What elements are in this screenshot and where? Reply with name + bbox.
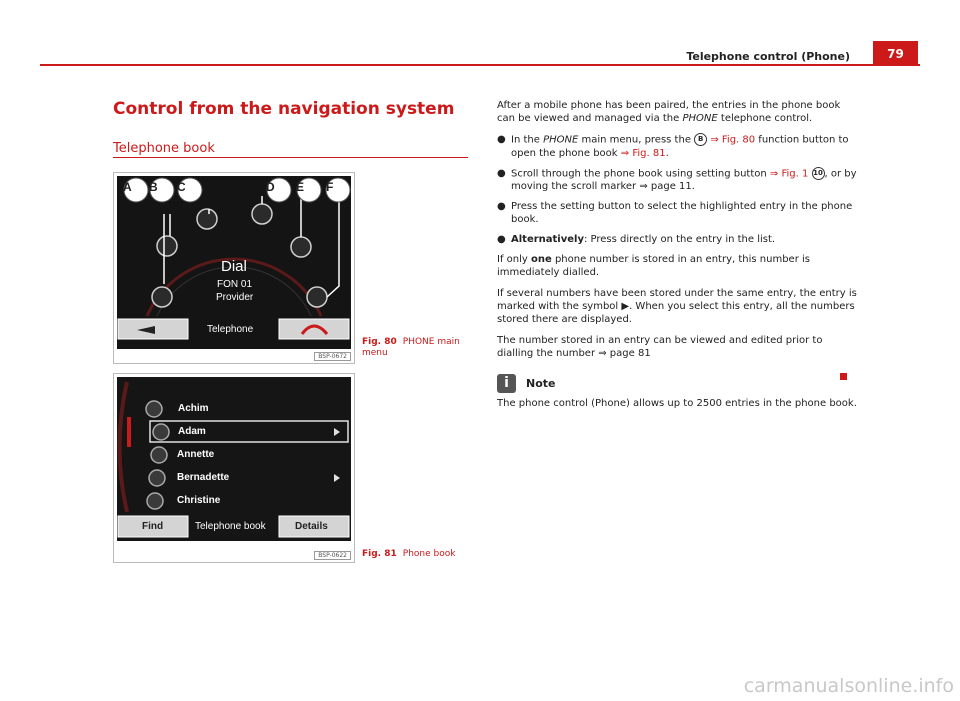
subsection-rule xyxy=(113,157,468,158)
figure81-caption xyxy=(362,549,472,560)
bullet-item xyxy=(497,133,857,160)
list-item[interactable]: Adam xyxy=(178,426,206,437)
text-run: . xyxy=(665,147,669,159)
display-line2: Provider xyxy=(216,292,254,303)
text-run: main menu, press the xyxy=(578,134,695,146)
note-icon: i xyxy=(497,374,516,393)
text-run: phone number is stored in an entry, this number is immediately dialled. xyxy=(497,254,810,278)
intro-paragraph xyxy=(497,99,857,125)
function-button-f[interactable] xyxy=(307,287,327,307)
figure-link[interactable]: ⇒ Fig. 1 xyxy=(769,168,809,179)
header-rule xyxy=(40,64,920,66)
running-header: Telephone control (Phone) xyxy=(686,50,850,63)
bullet-item xyxy=(497,167,857,194)
text-run: PHONE xyxy=(543,134,579,146)
list-item[interactable]: Bernadette xyxy=(177,472,230,483)
callout-e-label: E xyxy=(296,180,305,194)
bullet-dot: ● xyxy=(497,134,506,145)
subsection-title: Telephone book xyxy=(113,141,215,156)
text-run: Alternatively xyxy=(511,234,584,245)
button-b-symbol: B xyxy=(694,133,707,146)
note-heading xyxy=(497,374,857,393)
caption-text: PHONE main menu xyxy=(362,337,460,358)
function-button-d[interactable] xyxy=(252,204,272,224)
arrow-symbol: ▶ xyxy=(621,301,630,312)
figure-link[interactable]: ⇒ Fig. 81 xyxy=(620,147,666,159)
find-button-label[interactable]: Find xyxy=(142,521,164,532)
text-run: Press the setting button to select the highlighted entry in the phone book. xyxy=(511,201,853,225)
telephone-book-label: Telephone book xyxy=(195,521,266,532)
figure-code: BSP-0622 xyxy=(314,551,351,560)
phone-book-screen xyxy=(117,377,351,541)
text-run: . When you select this entry, all the numbers stored there are displayed. xyxy=(497,301,855,325)
display-title: Dial xyxy=(221,258,247,275)
display-line1: FON 01 xyxy=(217,279,253,290)
text-run: function button to open the phone book xyxy=(511,134,849,159)
callout-f-label: F xyxy=(326,180,334,194)
page-number: 79 xyxy=(873,41,918,66)
figure-link[interactable]: ⇒ Fig. 80 xyxy=(707,134,756,146)
phone-book-graphic xyxy=(117,377,351,541)
text-run: In the xyxy=(511,134,544,146)
callout-a-label: A xyxy=(123,180,132,194)
figure80-caption xyxy=(362,337,462,359)
text-run: one xyxy=(530,254,552,265)
watermark: carmanualsonline.info xyxy=(743,675,954,697)
caption-text: Phone book xyxy=(402,549,456,559)
note-label: Note xyxy=(526,377,556,390)
list-item[interactable]: Christine xyxy=(177,495,221,506)
text-run: If only xyxy=(497,254,531,265)
details-button-label[interactable]: Details xyxy=(295,521,328,532)
text-run: : Press directly on the entry in the list. xyxy=(583,234,776,245)
text-run: If several numbers have been stored under the same entry, the entry is marked with the symbol xyxy=(497,288,857,312)
scroll-marker[interactable] xyxy=(127,417,131,447)
function-button-e[interactable] xyxy=(291,237,311,257)
bullet-item xyxy=(497,200,857,226)
figure-phone-main-menu xyxy=(113,172,355,364)
function-button-b[interactable] xyxy=(157,236,177,256)
text-run: , or by moving the scroll marker ⇒ page 11. xyxy=(511,168,857,192)
paragraph: The number stored in an entry can be viewed and edited prior to dialling the number ⇒ page 81 xyxy=(497,335,823,359)
telephone-label: Telephone xyxy=(207,324,254,335)
function-button-c[interactable] xyxy=(197,209,217,229)
text-run: telephone control. xyxy=(717,113,813,124)
figure-code: BSP-0672 xyxy=(314,352,351,361)
callout-b-label: B xyxy=(149,180,158,194)
callout-d-label: D xyxy=(266,180,275,194)
bullet-item xyxy=(497,233,857,246)
text-run: PHONE xyxy=(682,113,718,124)
paragraph xyxy=(497,287,857,326)
body-text xyxy=(497,99,857,418)
section-title: Control from the navigation system xyxy=(113,99,455,119)
note-text: The phone control (Phone) allows up to 2500 entries in the phone book. xyxy=(497,398,857,409)
section-end-marker xyxy=(840,373,847,380)
list-item[interactable]: Annette xyxy=(177,449,215,460)
bullet-dot: ● xyxy=(497,234,506,245)
call-end-button[interactable] xyxy=(279,319,349,339)
text-run: Scroll through the phone book using setting button xyxy=(511,168,770,179)
caption-number: Fig. 80 xyxy=(362,337,397,347)
paragraph xyxy=(497,253,857,279)
text-run: After a mobile phone has been paired, the entries in the phone book can be viewed and managed via the xyxy=(497,100,841,124)
caption-number: Fig. 81 xyxy=(362,549,397,559)
setting-button-symbol: 10 xyxy=(812,167,825,180)
figure-phone-book xyxy=(113,373,355,563)
bullet-dot: ● xyxy=(497,201,506,212)
bullet-dot: ● xyxy=(497,167,506,179)
function-button-a[interactable] xyxy=(152,287,172,307)
callout-c-label: C xyxy=(177,180,186,194)
phone-menu-screen xyxy=(117,176,351,349)
list-item[interactable]: Achim xyxy=(178,403,209,414)
